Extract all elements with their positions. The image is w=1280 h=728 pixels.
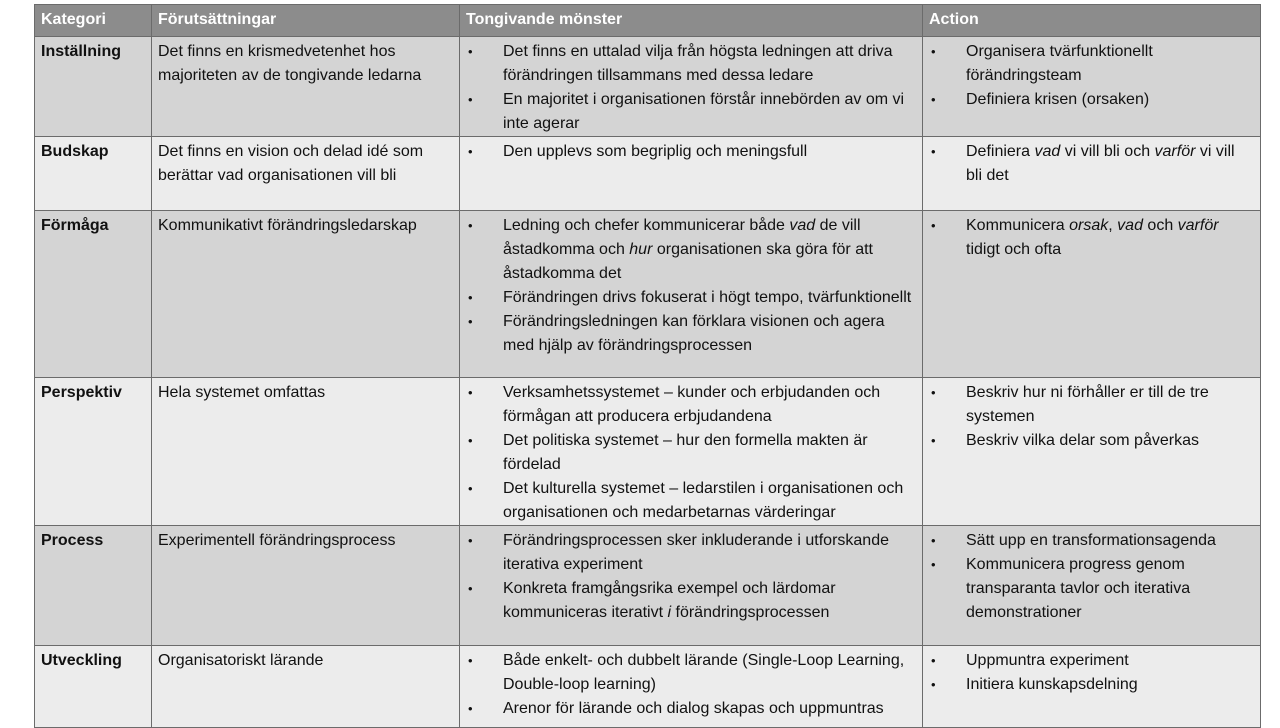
row-precondition: Kommunikativt förändringsledarskap bbox=[152, 211, 460, 378]
row-patterns bbox=[460, 211, 923, 378]
list-item: • En majoritet i organisationen förstår innebörden av om vi inte agerar bbox=[466, 88, 916, 136]
row-category: Utveckling bbox=[35, 646, 152, 728]
list-item: • Kommunicera orsak, vad och varför tidigt och ofta bbox=[929, 214, 1254, 262]
row-actions bbox=[923, 37, 1261, 137]
row-precondition: Hela systemet omfattas bbox=[152, 378, 460, 526]
row-category: Budskap bbox=[35, 137, 152, 211]
header-forutsattningar: Förutsättningar bbox=[152, 5, 460, 37]
table-row bbox=[35, 211, 1261, 378]
row-category: Inställning bbox=[35, 37, 152, 137]
row-category: Perspektiv bbox=[35, 378, 152, 526]
change-framework-table bbox=[34, 4, 1261, 728]
row-category: Förmåga bbox=[35, 211, 152, 378]
document-page bbox=[34, 4, 1260, 728]
list-item: • Definiera vad vi vill bli och varför vi vill bli det bbox=[929, 140, 1254, 188]
row-precondition: Det finns en krismedvetenhet hos majoriteten av de tongivande ledarna bbox=[152, 37, 460, 137]
table-row bbox=[35, 37, 1261, 137]
row-patterns bbox=[460, 37, 923, 137]
row-patterns bbox=[460, 378, 923, 526]
list-item: • Kommunicera progress genom transparanta tavlor och iterativa demonstrationer bbox=[929, 553, 1254, 625]
list-item: • Det politiska systemet – hur den formella makten är fördelad bbox=[466, 429, 916, 477]
row-precondition: Organisatoriskt lärande bbox=[152, 646, 460, 728]
list-item: • Det finns en uttalad vilja från högsta ledningen att driva förändringen tillsammans med dessa ledare bbox=[466, 40, 916, 88]
list-item: • Arenor för lärande och dialog skapas och uppmuntras bbox=[466, 697, 916, 721]
row-precondition: Experimentell förändringsprocess bbox=[152, 526, 460, 646]
list-item: • Beskriv vilka delar som påverkas bbox=[929, 429, 1254, 453]
list-item: • Uppmuntra experiment bbox=[929, 649, 1254, 673]
list-item: • Den upplevs som begriplig och meningsfull bbox=[466, 140, 916, 164]
table-row bbox=[35, 137, 1261, 211]
list-item: • Beskriv hur ni förhåller er till de tre systemen bbox=[929, 381, 1254, 429]
row-category: Process bbox=[35, 526, 152, 646]
table-row bbox=[35, 526, 1261, 646]
list-item: • Konkreta framgångsrika exempel och lärdomar kommuniceras iterativt i förändringsprocessen bbox=[466, 577, 916, 625]
list-item: • Både enkelt- och dubbelt lärande (Single-Loop Learning, Double-loop learning) bbox=[466, 649, 916, 697]
row-patterns bbox=[460, 646, 923, 728]
row-actions bbox=[923, 211, 1261, 378]
row-actions bbox=[923, 137, 1261, 211]
table-row bbox=[35, 646, 1261, 728]
row-actions bbox=[923, 526, 1261, 646]
list-item: • Förändringen drivs fokuserat i högt tempo, tvärfunktionellt bbox=[466, 286, 916, 310]
header-kategori: Kategori bbox=[35, 5, 152, 37]
table-header-row bbox=[35, 5, 1261, 37]
list-item: • Förändringsledningen kan förklara visionen och agera med hjälp av förändringsprocessen bbox=[466, 310, 916, 358]
header-tongivande-monster: Tongivande mönster bbox=[460, 5, 923, 37]
row-patterns bbox=[460, 137, 923, 211]
list-item: • Organisera tvärfunktionellt förändringsteam bbox=[929, 40, 1254, 88]
header-action: Action bbox=[923, 5, 1261, 37]
row-patterns bbox=[460, 526, 923, 646]
list-item: • Ledning och chefer kommunicerar både vad de vill åstadkomma och hur organisationen ska göra för att åstadkomma det bbox=[466, 214, 916, 286]
list-item: • Det kulturella systemet – ledarstilen i organisationen och organisationen och medarbetarnas värderingar bbox=[466, 477, 916, 525]
table-row bbox=[35, 378, 1261, 526]
list-item: • Initiera kunskapsdelning bbox=[929, 673, 1254, 697]
list-item: • Verksamhetssystemet – kunder och erbjudanden och förmågan att producera erbjudandena bbox=[466, 381, 916, 429]
row-actions bbox=[923, 378, 1261, 526]
list-item: • Definiera krisen (orsaken) bbox=[929, 88, 1254, 112]
row-precondition: Det finns en vision och delad idé som berättar vad organisationen vill bli bbox=[152, 137, 460, 211]
list-item: • Förändringsprocessen sker inkluderande i utforskande iterativa experiment bbox=[466, 529, 916, 577]
list-item: • Sätt upp en transformationsagenda bbox=[929, 529, 1254, 553]
row-actions bbox=[923, 646, 1261, 728]
